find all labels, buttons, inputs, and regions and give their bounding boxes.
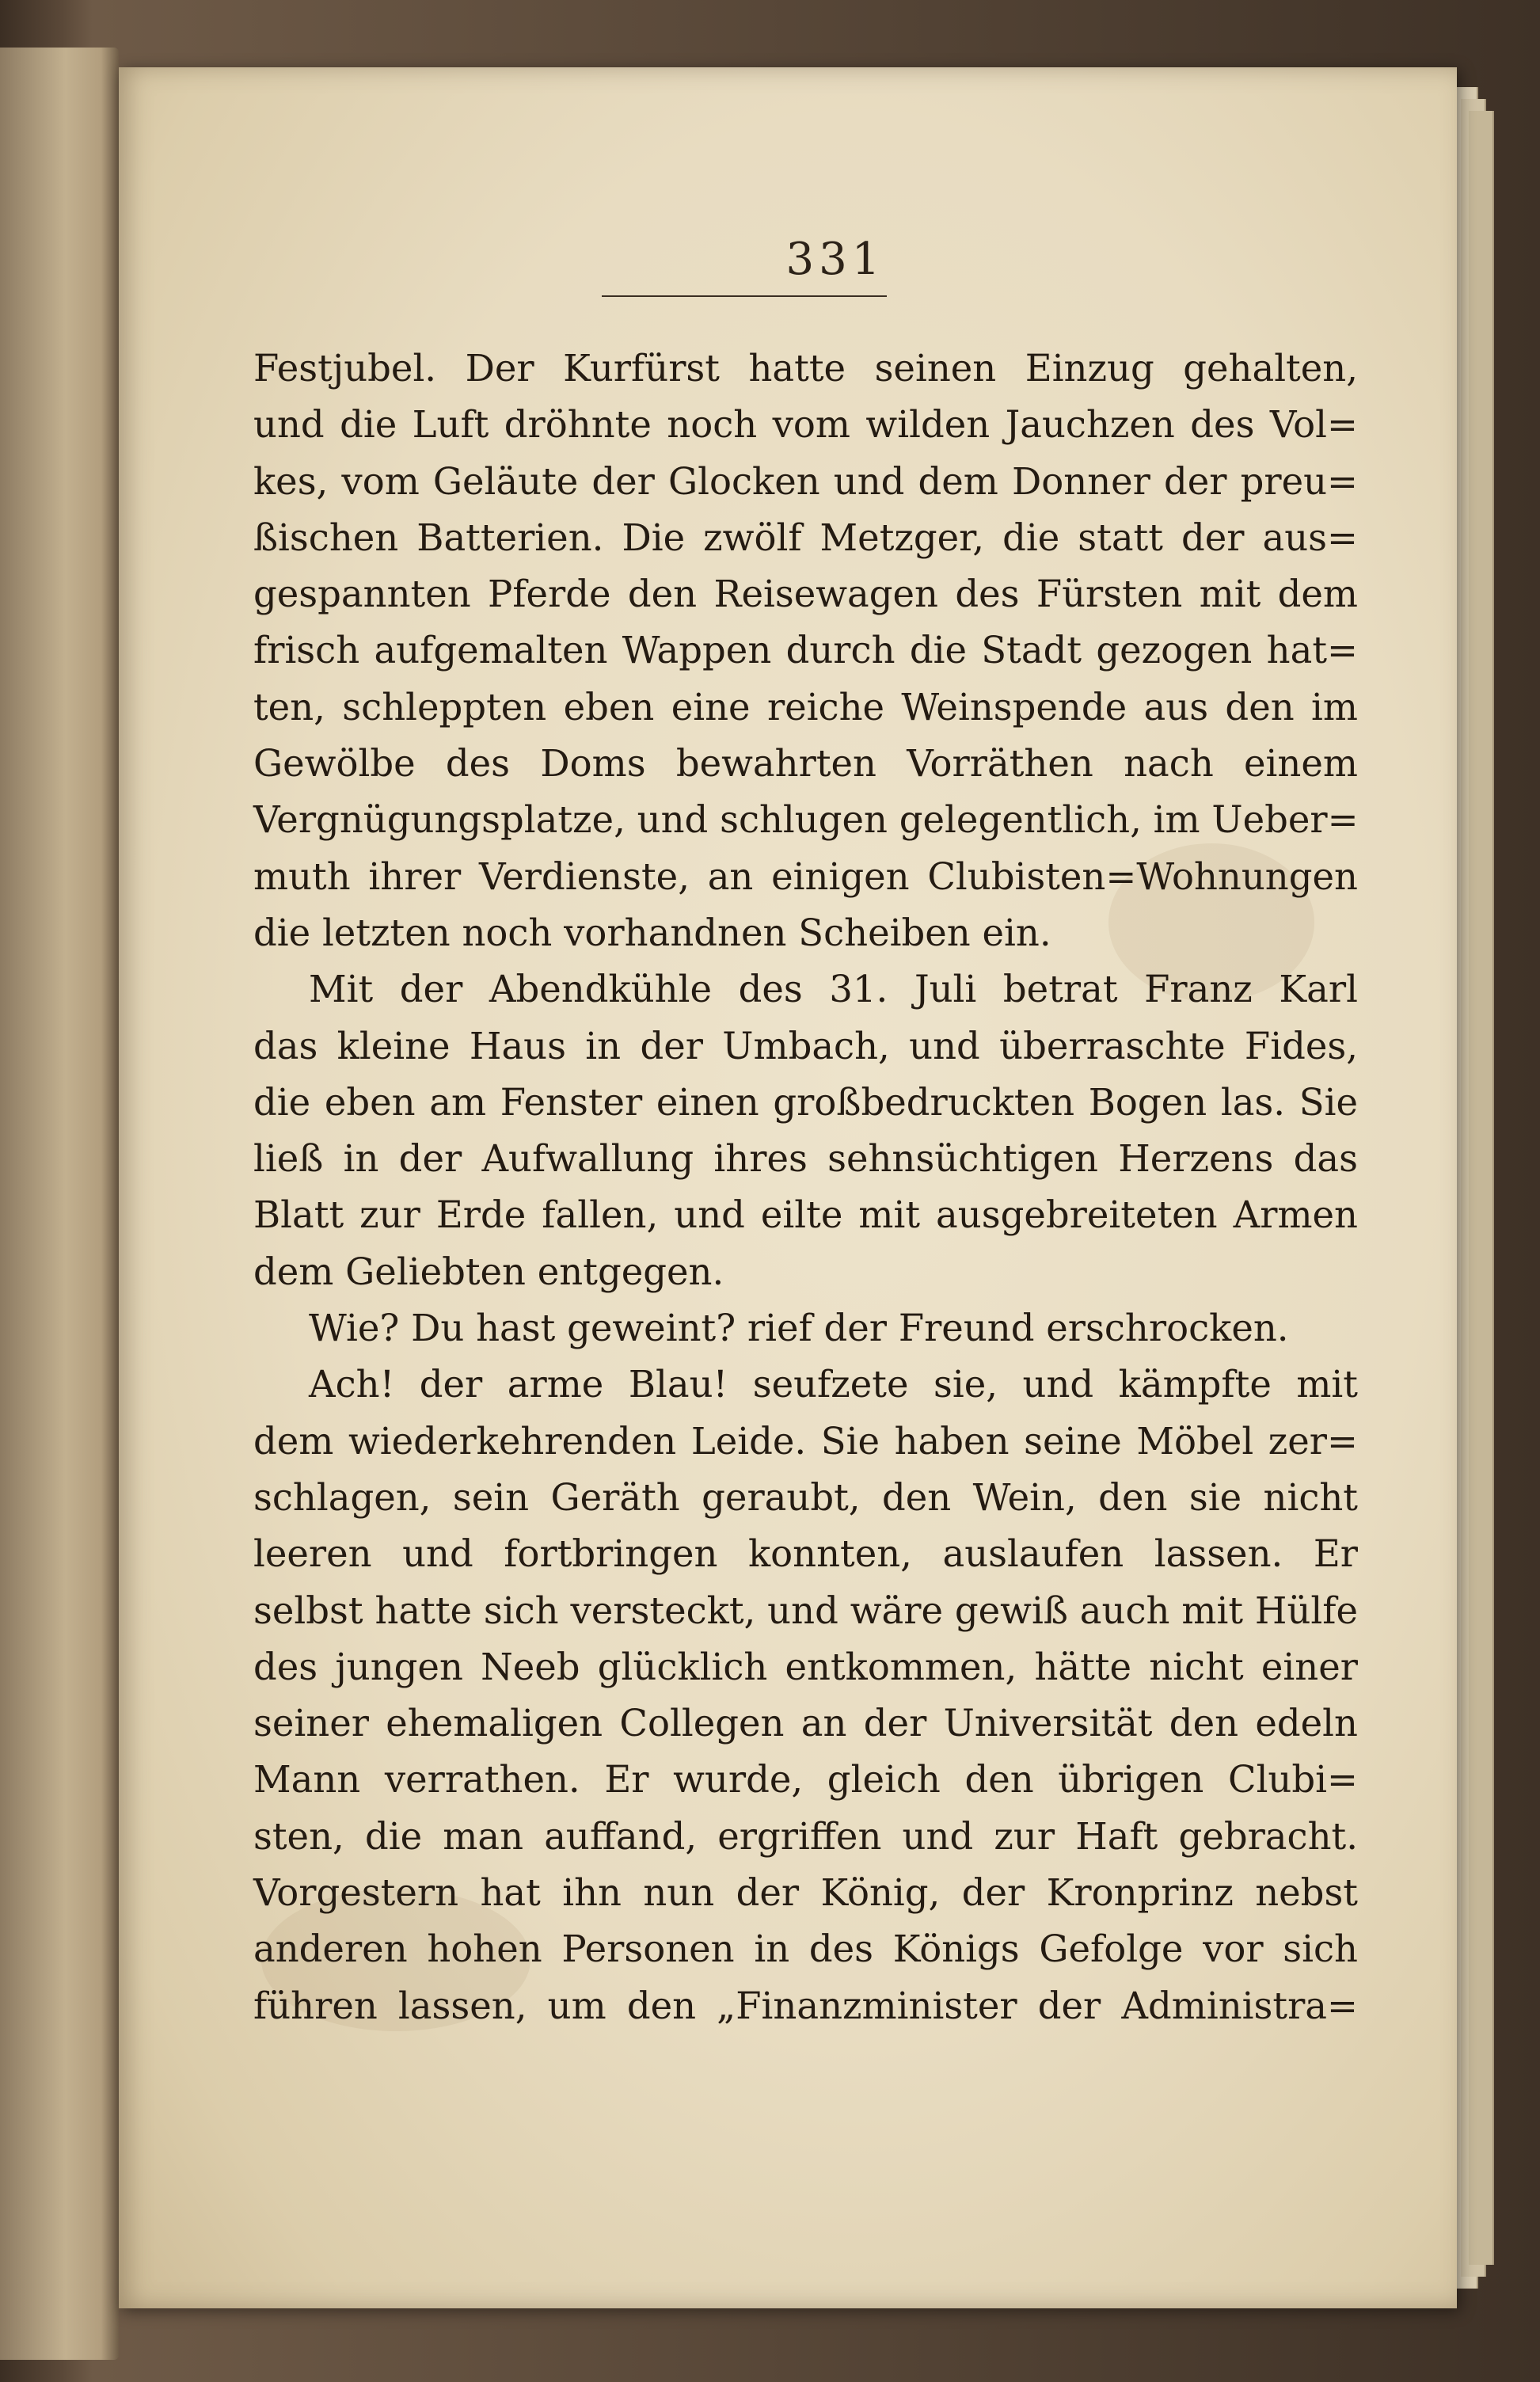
text-line: die letzten noch vorhandnen Scheiben ein. xyxy=(253,911,1051,954)
text-line: selbst hatte sich versteckt, und wäre gewiß auch mit Hülfe xyxy=(253,1589,1358,1632)
book-page xyxy=(119,67,1457,2308)
text-line: Wie? Du hast geweint? rief der Freund erschrocken. xyxy=(309,1307,1289,1350)
header-rule xyxy=(602,295,887,297)
text-line: Ach! der arme Blau! seufzete sie, und kämpfte mit xyxy=(309,1363,1358,1406)
text-line: ließ in der Aufwallung ihres sehnsüchtigen Herzens das xyxy=(253,1137,1358,1181)
text-line: die eben am Fenster einen großbedruckten Bogen las. Sie xyxy=(253,1080,1358,1124)
page-edge xyxy=(1469,111,1494,2265)
text-line: muth ihrer Verdienste, an einigen Clubisten=Wohnungen xyxy=(253,854,1358,898)
text-line: anderen hohen Personen in des Königs Gefolge vor sich xyxy=(253,1927,1358,1971)
text-line: leeren und fortbringen konnten, auslaufen lassen. Er xyxy=(253,1532,1358,1576)
text-line: Vergnügungsplatze, und schlugen gelegentlich, im Ueber= xyxy=(253,798,1359,842)
text-line: und die Luft dröhnte noch vom wilden Jauchzen des Vol= xyxy=(253,403,1358,447)
text-line: sten, die man auffand, ergriffen und zur Haft gebracht. xyxy=(253,1814,1358,1858)
text-line: Mann verrathen. Er wurde, gleich den übrigen Clubi= xyxy=(253,1758,1358,1802)
text-line: Festjubel. Der Kurfürst hatte seinen Einzug gehalten, xyxy=(253,347,1358,390)
text-line: ten, schleppten eben eine reiche Weinspende aus den im xyxy=(253,685,1358,729)
text-line: Gewölbe des Doms bewahrten Vorräthen nach einem xyxy=(253,742,1358,786)
text-line: dem wiederkehrenden Leide. Sie haben seine Möbel zer= xyxy=(253,1419,1358,1463)
text-line: Mit der Abendkühle des 31. Juli betrat Franz Karl xyxy=(309,968,1358,1011)
text-line: seiner ehemaligen Collegen an der Universität den edeln xyxy=(253,1702,1358,1745)
text-line: Vorgestern hat ihn nun der König, der Kronprinz nebst xyxy=(253,1871,1358,1915)
left-page-edge xyxy=(0,48,119,2360)
text-line: dem Geliebten entgegen. xyxy=(253,1250,724,1293)
text-line: gespannten Pferde den Reisewagen des Fürsten mit dem xyxy=(253,573,1358,616)
text-line: Blatt zur Erde fallen, und eilte mit ausgebreiteten Armen xyxy=(253,1193,1358,1237)
text-line: des jungen Neeb glücklich entkommen, hätte nicht einer xyxy=(253,1645,1358,1688)
body-text xyxy=(253,341,1358,2034)
text-line: kes, vom Geläute der Glocken und dem Donner der preu= xyxy=(253,459,1358,503)
text-line: führen lassen, um den „Finanzminister der Administra= xyxy=(253,1984,1358,2027)
page-number: 331 xyxy=(785,234,885,285)
text-line: das kleine Haus in der Umbach, und überraschte Fides, xyxy=(253,1024,1358,1067)
text-line: frisch aufgemalten Wappen durch die Stadt gezogen hat= xyxy=(253,629,1358,672)
text-line: schlagen, sein Geräth geraubt, den Wein, den sie nicht xyxy=(253,1475,1358,1519)
text-line: ßischen Batterien. Die zwölf Metzger, die statt der aus= xyxy=(253,516,1358,559)
